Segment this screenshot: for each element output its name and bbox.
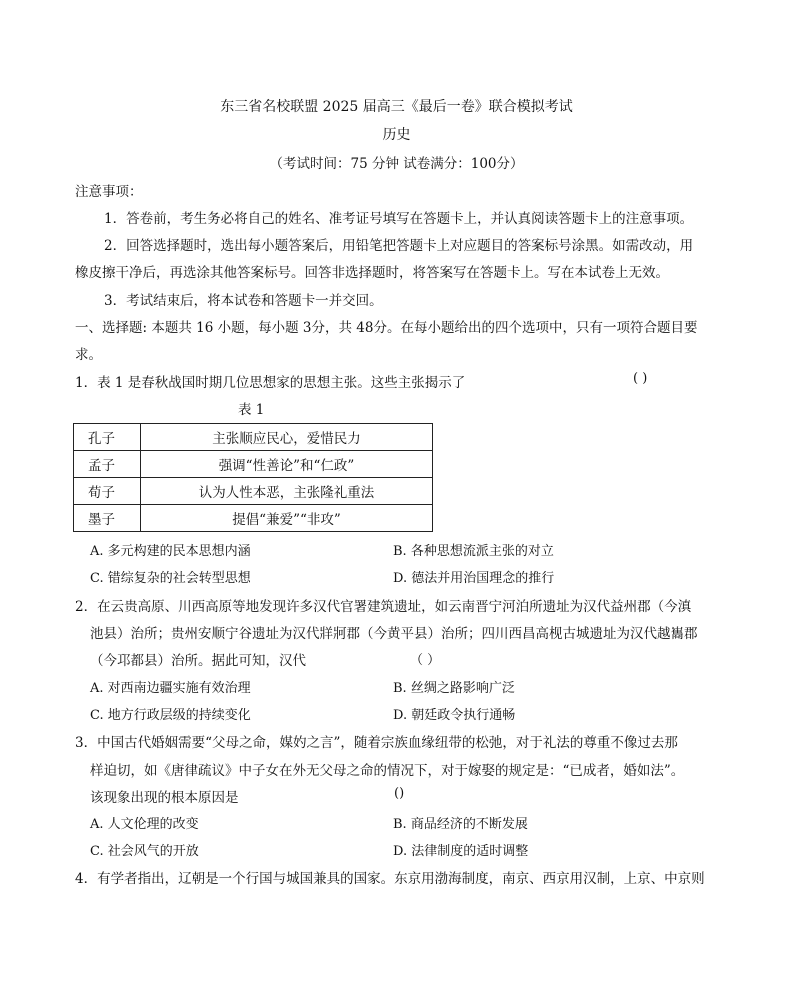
q2-option-d: D. 朝廷政令执行通畅 (393, 708, 516, 723)
q1-option-c: C. 错综复杂的社会转型思想 (90, 571, 251, 586)
exam-info: （考试时间：75 分钟 试卷满分：100分） (269, 156, 524, 172)
subject-title: 历史 (382, 127, 411, 143)
q2-stem-line1: 2．在云贵高原、川西高原等地发现许多汉代官署建筑遗址，如云南晋宁河泊所遗址为汉代益州郡（今滇 (75, 599, 692, 615)
q1-option-d: D. 德法并用治国理念的推行 (393, 571, 555, 586)
note-item-3: 3．考试结束后，将本试卷和答题卡一并交回。 (104, 293, 383, 309)
note-item-2: 2．回答选择题时，选出每小题答案后，用铅笔把答题卡上对应题目的答案标号涂黑。如需改动，用 (104, 238, 694, 254)
q3-option-d: D. 法律制度的适时调整 (393, 844, 529, 859)
table-row (74, 478, 433, 505)
thinker-idea: 认为人性本恶，主张隆礼重法 (141, 478, 433, 505)
q2-option-a: A. 对西南边疆实施有效治理 (90, 681, 251, 696)
q1-answer-bracket: ( ) (633, 371, 648, 386)
thinker-name: 孟子 (74, 451, 141, 478)
thinker-name: 荀子 (74, 478, 141, 505)
table-row (74, 505, 433, 532)
q4-stem-line1: 4．有学者指出，辽朝是一个行国与城国兼具的国家。东京用渤海制度，南京、西京用汉制，上京、中京则 (75, 871, 705, 887)
q2-stem-line3: （今邛都县）治所。据此可知，汉代 (90, 653, 306, 669)
thinkers-table (73, 423, 433, 532)
q2-option-c: C. 地方行政层级的持续变化 (90, 708, 251, 723)
q3-option-c: C. 社会风气的开放 (90, 844, 199, 859)
q2-stem-line2: 池县）治所；贵州安顺宁谷遗址为汉代牂牁郡（今黄平县）治所；四川西昌高枧古城遗址为汉代越巂郡 (90, 626, 698, 642)
table-row (74, 451, 433, 478)
q3-answer-bracket: () (394, 786, 405, 801)
q2-answer-bracket: （ ） (410, 653, 441, 668)
thinker-idea: 主张顺应民心，爱惜民力 (141, 424, 433, 451)
thinker-name: 墨子 (74, 505, 141, 532)
note-item-1: 1．答卷前，考生务必将自己的姓名、准考证号填写在答题卡上，并认真阅读答题卡上的注意事项。 (104, 211, 694, 227)
q3-stem-line1: 3．中国古代婚姻需要“父母之命，媒妁之言”，随着宗族血缘纽带的松弛，对于礼法的尊重不像过去那 (75, 735, 678, 751)
exam-title: 东三省名校联盟 2025 届高三《最后一卷》联合模拟考试 (220, 99, 573, 115)
q3-stem-line2: 样迫切，如《唐律疏议》中子女在外无父母之命的情况下，对于嫁娶的规定是：“已成者，婚如法”。 (90, 763, 685, 779)
q2-option-b: B. 丝绸之路影响广泛 (393, 681, 515, 696)
q1-option-a: A. 多元构建的民本思想内涵 (90, 544, 251, 559)
q3-stem-line3: 该现象出现的根本原因是 (90, 790, 239, 806)
section-heading-cont: 求。 (75, 347, 102, 363)
q1-stem: 1．表 1 是春秋战国时期几位思想家的思想主张。这些主张揭示了 (75, 375, 466, 391)
notes-heading: 注意事项： (75, 184, 143, 200)
table-caption: 表 1 (238, 402, 265, 418)
thinker-name: 孔子 (74, 424, 141, 451)
section-heading: 一、选择题: 本题共 16 小题，每小题 3分，共 48分。在每小题给出的四个选项中，只有一项符合题目要 (75, 320, 698, 336)
thinker-idea: 强调“性善论”和“仁政” (141, 451, 433, 478)
table-row (74, 424, 433, 451)
q1-option-b: B. 各种思想流派主张的对立 (393, 544, 554, 559)
q3-option-b: B. 商品经济的不断发展 (393, 817, 528, 832)
note-item-2-cont: 橡皮擦干净后，再选涂其他答案标号。回答非选择题时，将答案写在答题卡上。写在本试卷上无效。 (75, 265, 669, 281)
thinker-idea: 提倡“兼爱”“非攻” (141, 505, 433, 532)
q3-option-a: A. 人文伦理的改变 (90, 817, 199, 832)
